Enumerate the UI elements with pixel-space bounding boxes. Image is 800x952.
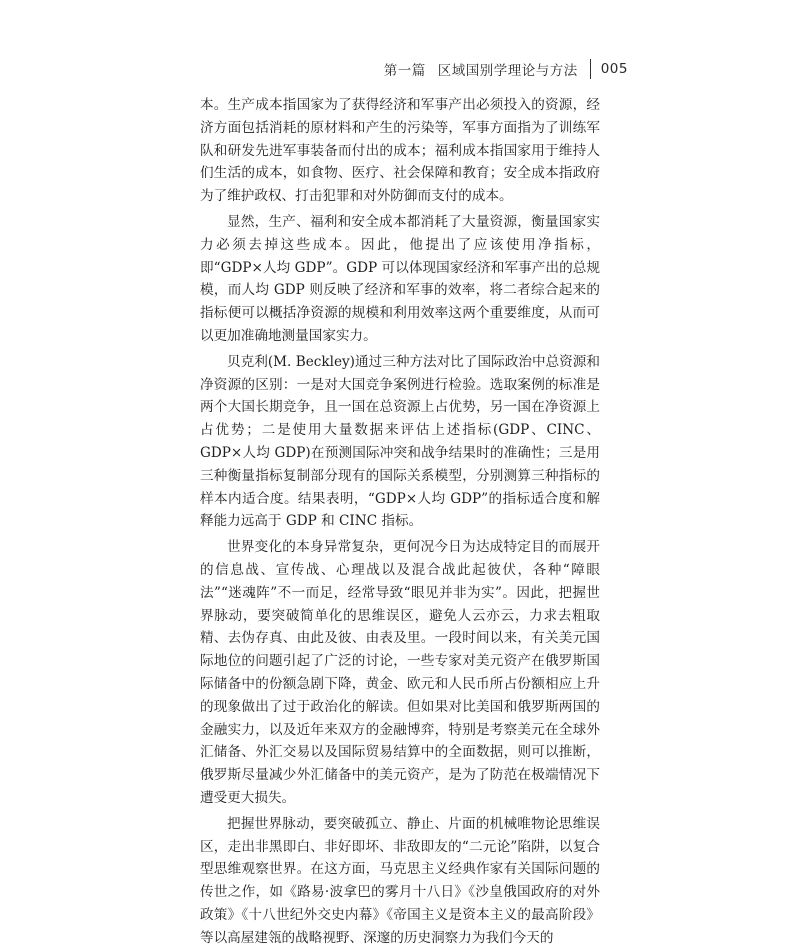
- part-label: 第一篇: [383, 63, 426, 79]
- paragraph: 世界变化的本身异常复杂，更何况今日为达成特定目的而展开的信息战、宣传战、心理战以及混合战此起彼伏，各种“障眼法”“迷魂阵”不一而足，经常导致“眼见并非为实”。因此，把握世界脉动，要突破简单化的思维误区，避免人云亦云，力求去粗取精、去伪存真、由此及彼、由表及里。一段时间以来，有关美元国际地位的问题引起了广泛的讨论，一些专家对美元资产在俄罗斯国际储备中的份额急剧下降，黄金、欧元和人民币所占份额相应上升的现象做出了过于政治化的解读。但如果对比美国和俄罗斯两国的金融实力，以及近年来双方的金融博弈，特别是考察美元在全球外汇储备、外汇交易以及国际贸易结算中的全面数据，则可以推断，俄罗斯尽量减少外汇储备中的美元资产，是为了防范在极端情况下遭受更大损失。: [200, 539, 600, 806]
- paragraph-continued: 本。生产成本指国家为了获得经济和军事产出必须投入的资源，经济方面包括消耗的原材料和产生的污染等，军事方面指为了训练军队和研发先进军事装备而付出的成本；福利成本指国家用于维持人们生活的成本，如食物、医疗、社会保障和教育；安全成本指政府为了维护政权、打击犯罪和对外防御而支付的成本。: [200, 97, 600, 205]
- header-divider: [590, 59, 591, 79]
- page-number: 005: [600, 61, 628, 77]
- body-text: [200, 94, 600, 952]
- paragraph: 把握世界脉动，要突破孤立、静止、片面的机械唯物论思维误区，走出非黑即白、非好即坏、非敌即友的“二元论”陷阱，以复合型思维观察世界。在这方面，马克思主义经典作家有关国际问题的传世之作，如《路易·波拿巴的雾月十八日》《沙皇俄国政府的对外政策》《十八世纪外交史内幕》《帝国主义是资本主义的最高阶段》等以高屋建瓴的战略视野、深邃的历史洞察力为我们今天的: [200, 815, 600, 946]
- running-head: [384, 58, 628, 80]
- section-title: 区域国别学理论与方法: [437, 63, 578, 79]
- paragraph: 显然，生产、福利和安全成本都消耗了大量资源，衡量国家实力必须去掉这些成本。因此，他提出了应该使用净指标，即“GDP×人均 GDP”。GDP 可以体现国家经济和军事产出的总规模，而人均 GDP 则反映了经济和军事的效率，将二者综合起来的指标便可以概括净资源的规模和利用效率这两个重要维度，从而可以更加准确地测量国家实力。: [200, 213, 600, 344]
- paragraph: 贝克利(M. Beckley)通过三种方法对比了国际政治中总资源和净资源的区别：一是对大国竞争案例进行检验。选取案例的标准是两个大国长期竞争，且一国在总资源上占优势，另一国在净资源上占优势；二是使用大量数据来评估上述指标(GDP、CINC、GDP×人均 GDP)在预测国际冲突和战争结果时的准确性；三是用三种衡量指标复制部分现有的国际关系模型，分别测算三种指标的样本内适合度。结果表明，“GDP×人均 GDP”的指标适合度和解释能力远高于 GDP 和 CINC 指标。: [200, 353, 600, 530]
